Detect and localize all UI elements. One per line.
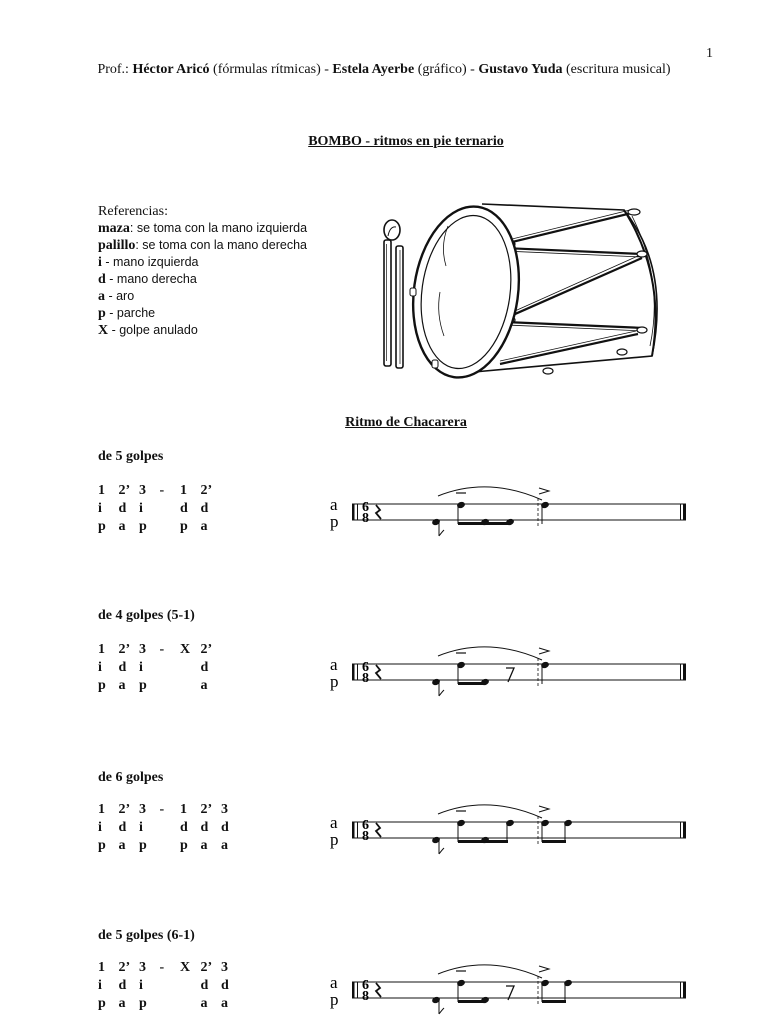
slur: [438, 487, 542, 500]
quarter-rest: [376, 665, 381, 679]
pattern-cell: 2’: [200, 642, 213, 657]
credits-line: [0, 62, 768, 78]
pattern-cell: p: [139, 838, 147, 853]
rhythm-pattern-table: [98, 641, 221, 695]
time-signature-top: 6: [362, 660, 369, 675]
rhythm-staff: [328, 482, 698, 544]
pattern-cell: d: [200, 501, 209, 516]
quarter-rest: [376, 983, 381, 997]
pattern-cell: [160, 677, 181, 695]
pattern-cell: -: [159, 483, 165, 498]
pattern-cell: 2’: [118, 642, 131, 657]
pattern-cell: a: [118, 678, 126, 693]
pattern-cell: [160, 819, 181, 837]
section-heading: de 5 golpes (6-1): [98, 928, 195, 943]
pattern-cell: [160, 659, 181, 677]
pattern-row-surface: [98, 677, 221, 695]
pattern-cell: 1: [98, 483, 105, 498]
pattern-cell: p: [180, 519, 188, 534]
pattern-cell: 2’: [118, 960, 131, 975]
credits-prefix: Prof.:: [97, 62, 133, 77]
pattern-row-counts: [98, 801, 242, 819]
note-group: [431, 648, 550, 696]
reference-desc: - golpe anulado: [108, 323, 198, 337]
pattern-cell: a: [200, 996, 208, 1011]
pattern-cell: d: [118, 978, 127, 993]
pattern-cell: a: [200, 678, 208, 693]
pattern-cell: p: [139, 519, 147, 534]
pattern-cell: 2’: [118, 483, 131, 498]
rhythm-staff: [328, 800, 698, 862]
pattern-cell: p: [98, 838, 106, 853]
pattern-cell: d: [200, 978, 209, 993]
pattern-cell: 2’: [200, 802, 213, 817]
slur: [438, 647, 542, 660]
pattern-row-surface: [98, 518, 221, 536]
time-signature-top: 6: [362, 818, 369, 833]
pattern-cell: i: [98, 978, 102, 993]
pattern-cell: d: [118, 820, 127, 835]
pattern-cell: i: [139, 501, 143, 516]
note-group: [431, 966, 573, 1014]
reference-item: [98, 305, 307, 322]
reference-item: [98, 271, 307, 288]
credit-person-1: Héctor Aricó: [132, 62, 210, 77]
reference-term: a: [98, 289, 105, 304]
staff-label-parche: p: [330, 672, 339, 691]
pattern-cell: [160, 500, 181, 518]
reference-item: [98, 220, 307, 237]
pattern-row-hands: [98, 977, 242, 995]
pattern-row-counts: [98, 482, 221, 500]
pattern-cell: d: [200, 820, 209, 835]
pattern-cell: d: [118, 660, 127, 675]
section-heading: de 4 golpes (5-1): [98, 608, 195, 623]
quarter-rest: [376, 505, 381, 519]
pattern-cell: 1: [180, 802, 187, 817]
pattern-cell: p: [180, 838, 188, 853]
pattern-cell: [160, 977, 181, 995]
pattern-row-counts: [98, 641, 221, 659]
pattern-row-hands: [98, 659, 221, 677]
pattern-cell: 2’: [200, 483, 213, 498]
reference-item: [98, 322, 307, 339]
reference-term: X: [98, 323, 109, 338]
page-number: 1: [706, 46, 713, 61]
section-heading: de 5 golpes: [98, 449, 164, 464]
slur: [438, 965, 542, 978]
pattern-cell: [180, 677, 201, 695]
pattern-cell: a: [118, 519, 126, 534]
time-signature-top: 6: [362, 978, 369, 993]
credit-person-3: Gustavo Yuda: [478, 62, 563, 77]
pattern-cell: 3: [221, 802, 228, 817]
pattern-cell: d: [221, 978, 229, 993]
reference-desc: : se toma con la mano izquierda: [129, 221, 308, 235]
pattern-cell: d: [180, 820, 188, 835]
reference-desc: : se toma con la mano derecha: [135, 238, 307, 252]
pattern-cell: 2’: [200, 960, 213, 975]
pattern-cell: X: [180, 642, 191, 657]
pattern-cell: p: [98, 678, 106, 693]
rhythm-subtitle: Ritmo de Chacarera: [345, 415, 467, 430]
references-heading: Referencias:: [98, 204, 168, 219]
pattern-cell: p: [139, 996, 147, 1011]
pattern-cell: 3: [139, 802, 146, 817]
pattern-cell: 1: [98, 802, 105, 817]
reference-term: maza: [98, 221, 130, 236]
pattern-cell: [160, 518, 181, 536]
pattern-row-hands: [98, 500, 221, 518]
reference-term: d: [98, 272, 106, 287]
time-signature-bottom: 8: [362, 671, 369, 686]
rhythm-staff: [328, 960, 698, 1022]
staff-label-aro: a: [330, 813, 338, 832]
credit-role-3: (escritura musical): [562, 62, 671, 77]
pattern-cell: p: [98, 996, 106, 1011]
staff-label-parche: p: [330, 512, 339, 531]
reference-desc: - aro: [105, 289, 135, 303]
pattern-cell: p: [98, 519, 106, 534]
page-title: BOMBO - ritmos en pie ternario: [308, 134, 504, 149]
rhythm-pattern-table: [98, 801, 242, 855]
pattern-cell: 3: [139, 642, 146, 657]
rhythm-pattern-table: [98, 959, 242, 1013]
pattern-cell: [180, 659, 201, 677]
pattern-cell: X: [180, 960, 191, 975]
pattern-row-surface: [98, 837, 242, 855]
note-group: [431, 488, 550, 536]
pattern-cell: [160, 995, 181, 1013]
pattern-cell: -: [159, 802, 165, 817]
pattern-cell: i: [98, 820, 102, 835]
pattern-cell: a: [200, 519, 208, 534]
references-block: [98, 203, 307, 339]
pattern-cell: 3: [139, 483, 146, 498]
credit-person-2: Estela Ayerbe: [332, 62, 415, 77]
rhythm-pattern-table: [98, 482, 221, 536]
pattern-cell: 2’: [118, 802, 131, 817]
time-signature-bottom: 8: [362, 829, 369, 844]
reference-item: [98, 288, 307, 305]
staff-label-aro: a: [330, 495, 338, 514]
pattern-cell: a: [200, 838, 208, 853]
pattern-cell: -: [159, 960, 165, 975]
pattern-cell: 3: [221, 960, 228, 975]
bombo-drum-illustration: [374, 196, 670, 380]
time-signature-bottom: 8: [362, 511, 369, 526]
pattern-cell: [180, 995, 201, 1013]
pattern-cell: 1: [180, 483, 187, 498]
pattern-cell: [160, 837, 181, 855]
pattern-cell: 1: [98, 642, 105, 657]
pattern-cell: a: [221, 996, 228, 1011]
pattern-cell: a: [118, 996, 126, 1011]
pattern-row-hands: [98, 819, 242, 837]
quarter-rest: [376, 823, 381, 837]
note-group: [431, 806, 573, 854]
pattern-cell: d: [180, 501, 188, 516]
staff-label-parche: p: [330, 990, 339, 1009]
pattern-cell: a: [118, 838, 126, 853]
staff-label-aro: a: [330, 655, 338, 674]
pattern-cell: [180, 977, 201, 995]
time-signature-top: 6: [362, 500, 369, 515]
reference-term: palillo: [98, 238, 136, 253]
time-signature-bottom: 8: [362, 989, 369, 1004]
pattern-cell: i: [139, 660, 143, 675]
reference-item: [98, 237, 307, 254]
slur: [438, 805, 542, 818]
reference-term: i: [98, 255, 102, 270]
reference-item: [98, 254, 307, 271]
reference-term: p: [98, 306, 106, 321]
pattern-cell: -: [159, 642, 165, 657]
pattern-row-counts: [98, 959, 242, 977]
pattern-cell: 3: [139, 960, 146, 975]
pattern-cell: a: [221, 838, 228, 853]
pattern-cell: i: [139, 978, 143, 993]
credit-role-1: (fórmulas rítmicas) -: [209, 62, 333, 77]
credit-role-2: (gráfico) -: [414, 62, 479, 77]
reference-desc: - parche: [105, 306, 156, 320]
rhythm-staff: [328, 642, 698, 704]
staff-label-parche: p: [330, 830, 339, 849]
pattern-cell: i: [98, 501, 102, 516]
pattern-cell: d: [118, 501, 127, 516]
pattern-row-surface: [98, 995, 242, 1013]
reference-desc: - mano derecha: [105, 272, 197, 286]
pattern-cell: i: [139, 820, 143, 835]
pattern-cell: d: [200, 660, 209, 675]
staff-label-aro: a: [330, 973, 338, 992]
pattern-cell: d: [221, 820, 229, 835]
pattern-cell: 1: [98, 960, 105, 975]
pattern-cell: p: [139, 678, 147, 693]
reference-desc: - mano izquierda: [101, 255, 199, 269]
section-heading: de 6 golpes: [98, 770, 164, 785]
pattern-cell: i: [98, 660, 102, 675]
